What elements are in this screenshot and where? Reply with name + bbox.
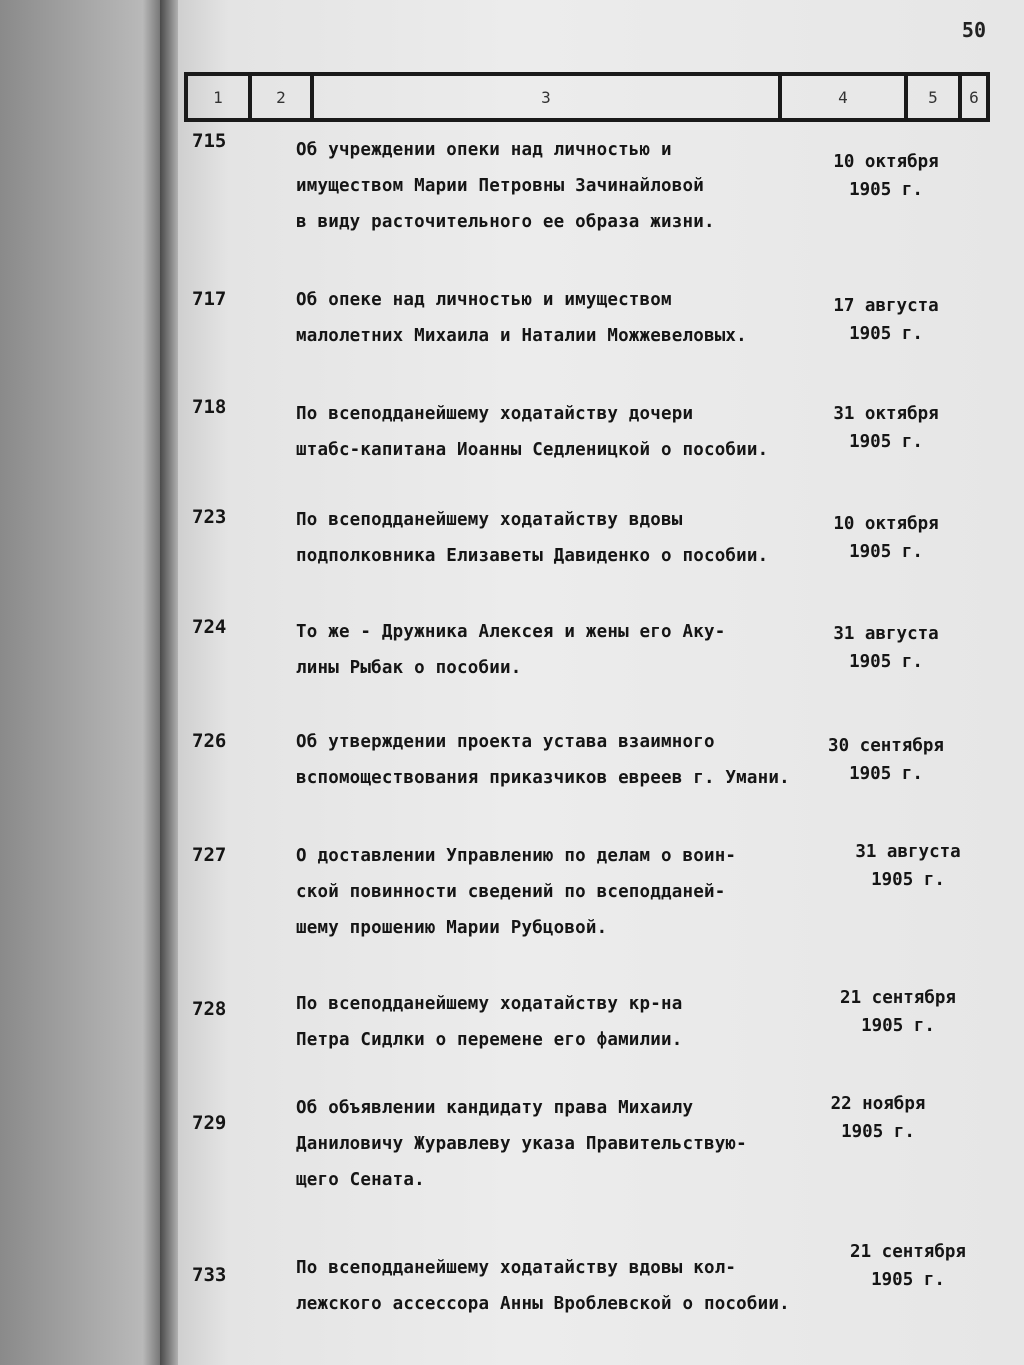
- entry-description: [296, 132, 816, 240]
- description-line: По всеподданейшему ходатайству дочери: [296, 404, 694, 424]
- description-line: Об утверждении проекта устава взаимного: [296, 732, 715, 752]
- date-year: 1905 г.: [871, 870, 945, 890]
- column-header-6: 6: [969, 87, 979, 107]
- description-line: лины Рыбак о пособии.: [296, 658, 522, 678]
- entry-description: [296, 838, 816, 946]
- entry-description: [296, 1090, 816, 1198]
- description-line: Петра Сидлки о перемене его фамилии.: [296, 1030, 683, 1050]
- column-header-bar: [184, 72, 990, 122]
- description-line: подполковника Елизаветы Давиденко о пособии.: [296, 546, 769, 566]
- description-line: ской повинности сведений по всеподданей-: [296, 882, 726, 902]
- date-year: 1905 г.: [849, 542, 923, 562]
- date-day-month: 31 августа: [855, 842, 961, 862]
- document-page: [178, 0, 1024, 1365]
- entry-number: 729: [192, 1112, 227, 1134]
- page-number: 50: [961, 18, 986, 42]
- entry-number: 715: [192, 130, 227, 152]
- entry-description: [296, 282, 816, 354]
- entry-number: 726: [192, 730, 227, 752]
- column-header-4: 4: [782, 76, 908, 118]
- description-line: малолетних Михаила и Наталии Можжевеловых.: [296, 326, 747, 346]
- entry-description: [296, 724, 816, 796]
- entry-date: [796, 620, 976, 676]
- entry-description: [296, 1250, 816, 1322]
- entry-number: 727: [192, 844, 227, 866]
- description-line: в виду расточительного ее образа жизни.: [296, 212, 715, 232]
- date-day-month: 21 сентября: [850, 1242, 966, 1262]
- description-line: Об учреждении опеки над личностью и: [296, 140, 672, 160]
- entry-date: [818, 1238, 998, 1294]
- entry-description: [296, 396, 816, 468]
- date-year: 1905 г.: [849, 324, 923, 344]
- description-line: Об опеке над личностью и имуществом: [296, 290, 672, 310]
- entry-date: [796, 292, 976, 348]
- description-line: щего Сената.: [296, 1170, 425, 1190]
- date-day-month: 31 октября: [833, 404, 939, 424]
- entry-date: [796, 400, 976, 456]
- description-line: То же - Дружника Алексея и жены его Аку-: [296, 622, 726, 642]
- left-page-edge: [0, 0, 168, 1365]
- description-line: вспомоществования приказчиков евреев г. Умани.: [296, 768, 790, 788]
- date-year: 1905 г.: [871, 1270, 945, 1290]
- date-day-month: 10 октября: [833, 514, 939, 534]
- entry-date: [808, 984, 988, 1040]
- date-day-month: 31 августа: [833, 624, 939, 644]
- entry-date: [818, 838, 998, 894]
- description-line: лежского ассессора Анны Вроблевской о пособии.: [296, 1294, 790, 1314]
- entry-number: 728: [192, 998, 227, 1020]
- description-line: Даниловичу Журавлеву указа Правительствую-: [296, 1134, 747, 1154]
- date-day-month: 21 сентября: [840, 988, 956, 1008]
- date-year: 1905 г.: [849, 764, 923, 784]
- description-line: имуществом Марии Петровны Зачинайловой: [296, 176, 704, 196]
- description-line: шему прошению Марии Рубцовой.: [296, 918, 608, 938]
- description-line: О доставлении Управлению по делам о воин-: [296, 846, 737, 866]
- entry-number: 724: [192, 616, 227, 638]
- description-line: По всеподданейшему ходатайству вдовы: [296, 510, 683, 530]
- date-day-month: 17 августа: [833, 296, 939, 316]
- date-year: 1905 г.: [841, 1122, 915, 1142]
- entry-date: [788, 1090, 968, 1146]
- entry-date: [796, 510, 976, 566]
- date-year: 1905 г.: [861, 1016, 935, 1036]
- description-line: По всеподданейшему ходатайству вдовы кол-: [296, 1258, 737, 1278]
- column-header-1: 1: [188, 76, 252, 118]
- date-day-month: 10 октября: [833, 152, 939, 172]
- date-year: 1905 г.: [849, 180, 923, 200]
- entry-date: [796, 148, 976, 204]
- entry-number: 717: [192, 288, 227, 310]
- entry-description: [296, 614, 816, 686]
- entry-description: [296, 986, 816, 1058]
- column-header-3: 3: [314, 76, 782, 118]
- description-line: Об объявлении кандидату права Михаилу: [296, 1098, 694, 1118]
- entry-number: 718: [192, 396, 227, 418]
- description-line: штабс-капитана Иоанны Седленицкой о пособии.: [296, 440, 769, 460]
- entry-number: 723: [192, 506, 227, 528]
- column-header-5: 5: [908, 76, 962, 118]
- column-header-2: 2: [252, 76, 314, 118]
- date-year: 1905 г.: [849, 432, 923, 452]
- date-day-month: 22 ноября: [830, 1094, 926, 1114]
- entry-description: [296, 502, 816, 574]
- entry-number: 733: [192, 1264, 227, 1286]
- date-day-month: 30 сентября: [828, 736, 944, 756]
- date-year: 1905 г.: [849, 652, 923, 672]
- description-line: По всеподданейшему ходатайству кр-на: [296, 994, 683, 1014]
- entry-date: [796, 732, 976, 788]
